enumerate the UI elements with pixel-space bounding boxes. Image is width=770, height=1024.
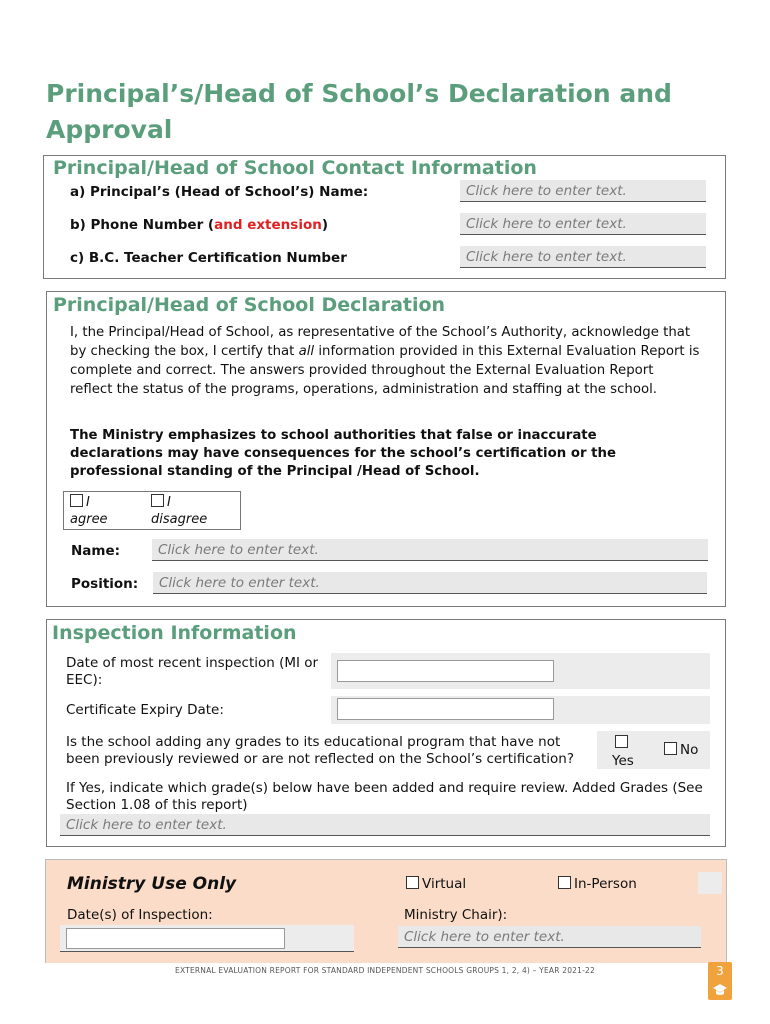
grades-question: Is the school adding any grades to its educational program that have not been previously reviewed or are not reflected on the School’s certification?: [66, 734, 574, 767]
inspection-dates-label: Date(s) of Inspection:: [67, 907, 213, 923]
ministry-use-section: [45, 859, 727, 963]
no-checkbox-icon[interactable]: [664, 742, 677, 755]
added-grades-instructions: If Yes, indicate which grade(s) below have been added and require review. Added Grades (See Section 1.08 of this report): [66, 780, 703, 813]
teacher-cert-field[interactable]: Click here to enter text.: [460, 246, 706, 268]
phone-number-field[interactable]: Click here to enter text.: [460, 213, 706, 235]
declaration-text-b: information provided in this External Evaluation Report is complete and correct. The answers provided throughout the External Evaluation Report reflect the status of the programs, operations, administration and staffing at the school.: [70, 344, 700, 397]
phone-label-post: ): [321, 217, 328, 233]
name-label: Name:: [71, 543, 121, 559]
declaration-heading: Principal/Head of School Declaration: [53, 294, 446, 316]
contact-heading: Principal/Head of School Contact Information: [53, 157, 537, 179]
ministry-chair-field[interactable]: Click here to enter text.: [398, 926, 701, 948]
added-grades-field[interactable]: Click here to enter text.: [60, 814, 710, 836]
declarant-name-field[interactable]: Click here to enter text.: [152, 539, 708, 561]
ministry-warning: The Ministry emphasizes to school authorities that false or inaccurate declarations may have consequences for the school’s certification or the professional standing of the Principal /Head of School.: [70, 428, 616, 479]
recent-inspection-input[interactable]: [337, 660, 554, 682]
no-option[interactable]: [664, 742, 698, 758]
disagree-checkbox-icon[interactable]: [151, 494, 164, 507]
phone-label-pre: b) Phone Number (: [70, 217, 215, 233]
delivery-mode-strip: [698, 872, 722, 894]
in-person-checkbox-icon[interactable]: [558, 876, 571, 889]
declaration-paragraph: [70, 323, 700, 399]
disagree-option[interactable]: [151, 494, 207, 528]
yes-option[interactable]: [612, 734, 634, 770]
agree-option[interactable]: [70, 494, 108, 528]
expiry-date-label: Certificate Expiry Date:: [66, 702, 224, 718]
declaration-text-emphasis: all: [298, 344, 315, 359]
disagree-label: disagree: [151, 512, 208, 527]
principal-name-field[interactable]: Click here to enter text.: [460, 180, 706, 202]
phone-number-label: [70, 217, 328, 233]
yes-label: Yes: [612, 753, 634, 769]
virtual-label: Virtual: [422, 876, 467, 892]
graduation-cap-icon: [712, 982, 728, 996]
agree-label: agree: [70, 512, 108, 527]
contact-info-section: [43, 155, 726, 279]
disagree-i: I: [167, 495, 171, 510]
phone-label-extension: and extension: [214, 217, 322, 233]
declaration-section: [46, 291, 726, 607]
page-number-badge: [708, 962, 732, 1000]
ministry-heading: Ministry Use Only: [67, 874, 237, 894]
agree-i: I: [86, 495, 90, 510]
inspection-section: [46, 619, 726, 847]
expiry-date-input[interactable]: [337, 698, 554, 720]
declaration-text-a: I, the Principal/Head of School, as representative of the School’s Authority, acknowledge that by checking the box, I certify that: [70, 325, 691, 359]
page-title: Principal’s/Head of School’s Declaration and Approval: [46, 79, 672, 144]
virtual-option[interactable]: [406, 876, 466, 892]
yes-checkbox-icon[interactable]: [615, 735, 628, 748]
position-label: Position:: [71, 576, 139, 592]
agree-options-table: [63, 491, 241, 530]
declarant-position-field[interactable]: Click here to enter text.: [153, 572, 707, 594]
no-label: No: [680, 742, 699, 758]
principal-name-label: a) Principal’s (Head of School’s) Name:: [70, 184, 369, 200]
ministry-chair-label: Ministry Chair):: [404, 907, 508, 923]
agree-checkbox-icon[interactable]: [70, 494, 83, 507]
inspection-heading: Inspection Information: [52, 622, 297, 644]
recent-inspection-label: Date of most recent inspection (MI or EEC):: [66, 655, 319, 688]
teacher-cert-label: c) B.C. Teacher Certification Number: [70, 250, 347, 266]
in-person-label: In-Person: [574, 876, 637, 892]
page-number: 3: [716, 964, 724, 978]
page-footer: EXTERNAL EVALUATION REPORT FOR STANDARD INDEPENDENT SCHOOLS GROUPS 1, 2, 4) – YEAR 2021-22: [175, 966, 595, 975]
inspection-dates-input[interactable]: [66, 928, 285, 949]
in-person-option[interactable]: [558, 876, 637, 892]
virtual-checkbox-icon[interactable]: [406, 876, 419, 889]
